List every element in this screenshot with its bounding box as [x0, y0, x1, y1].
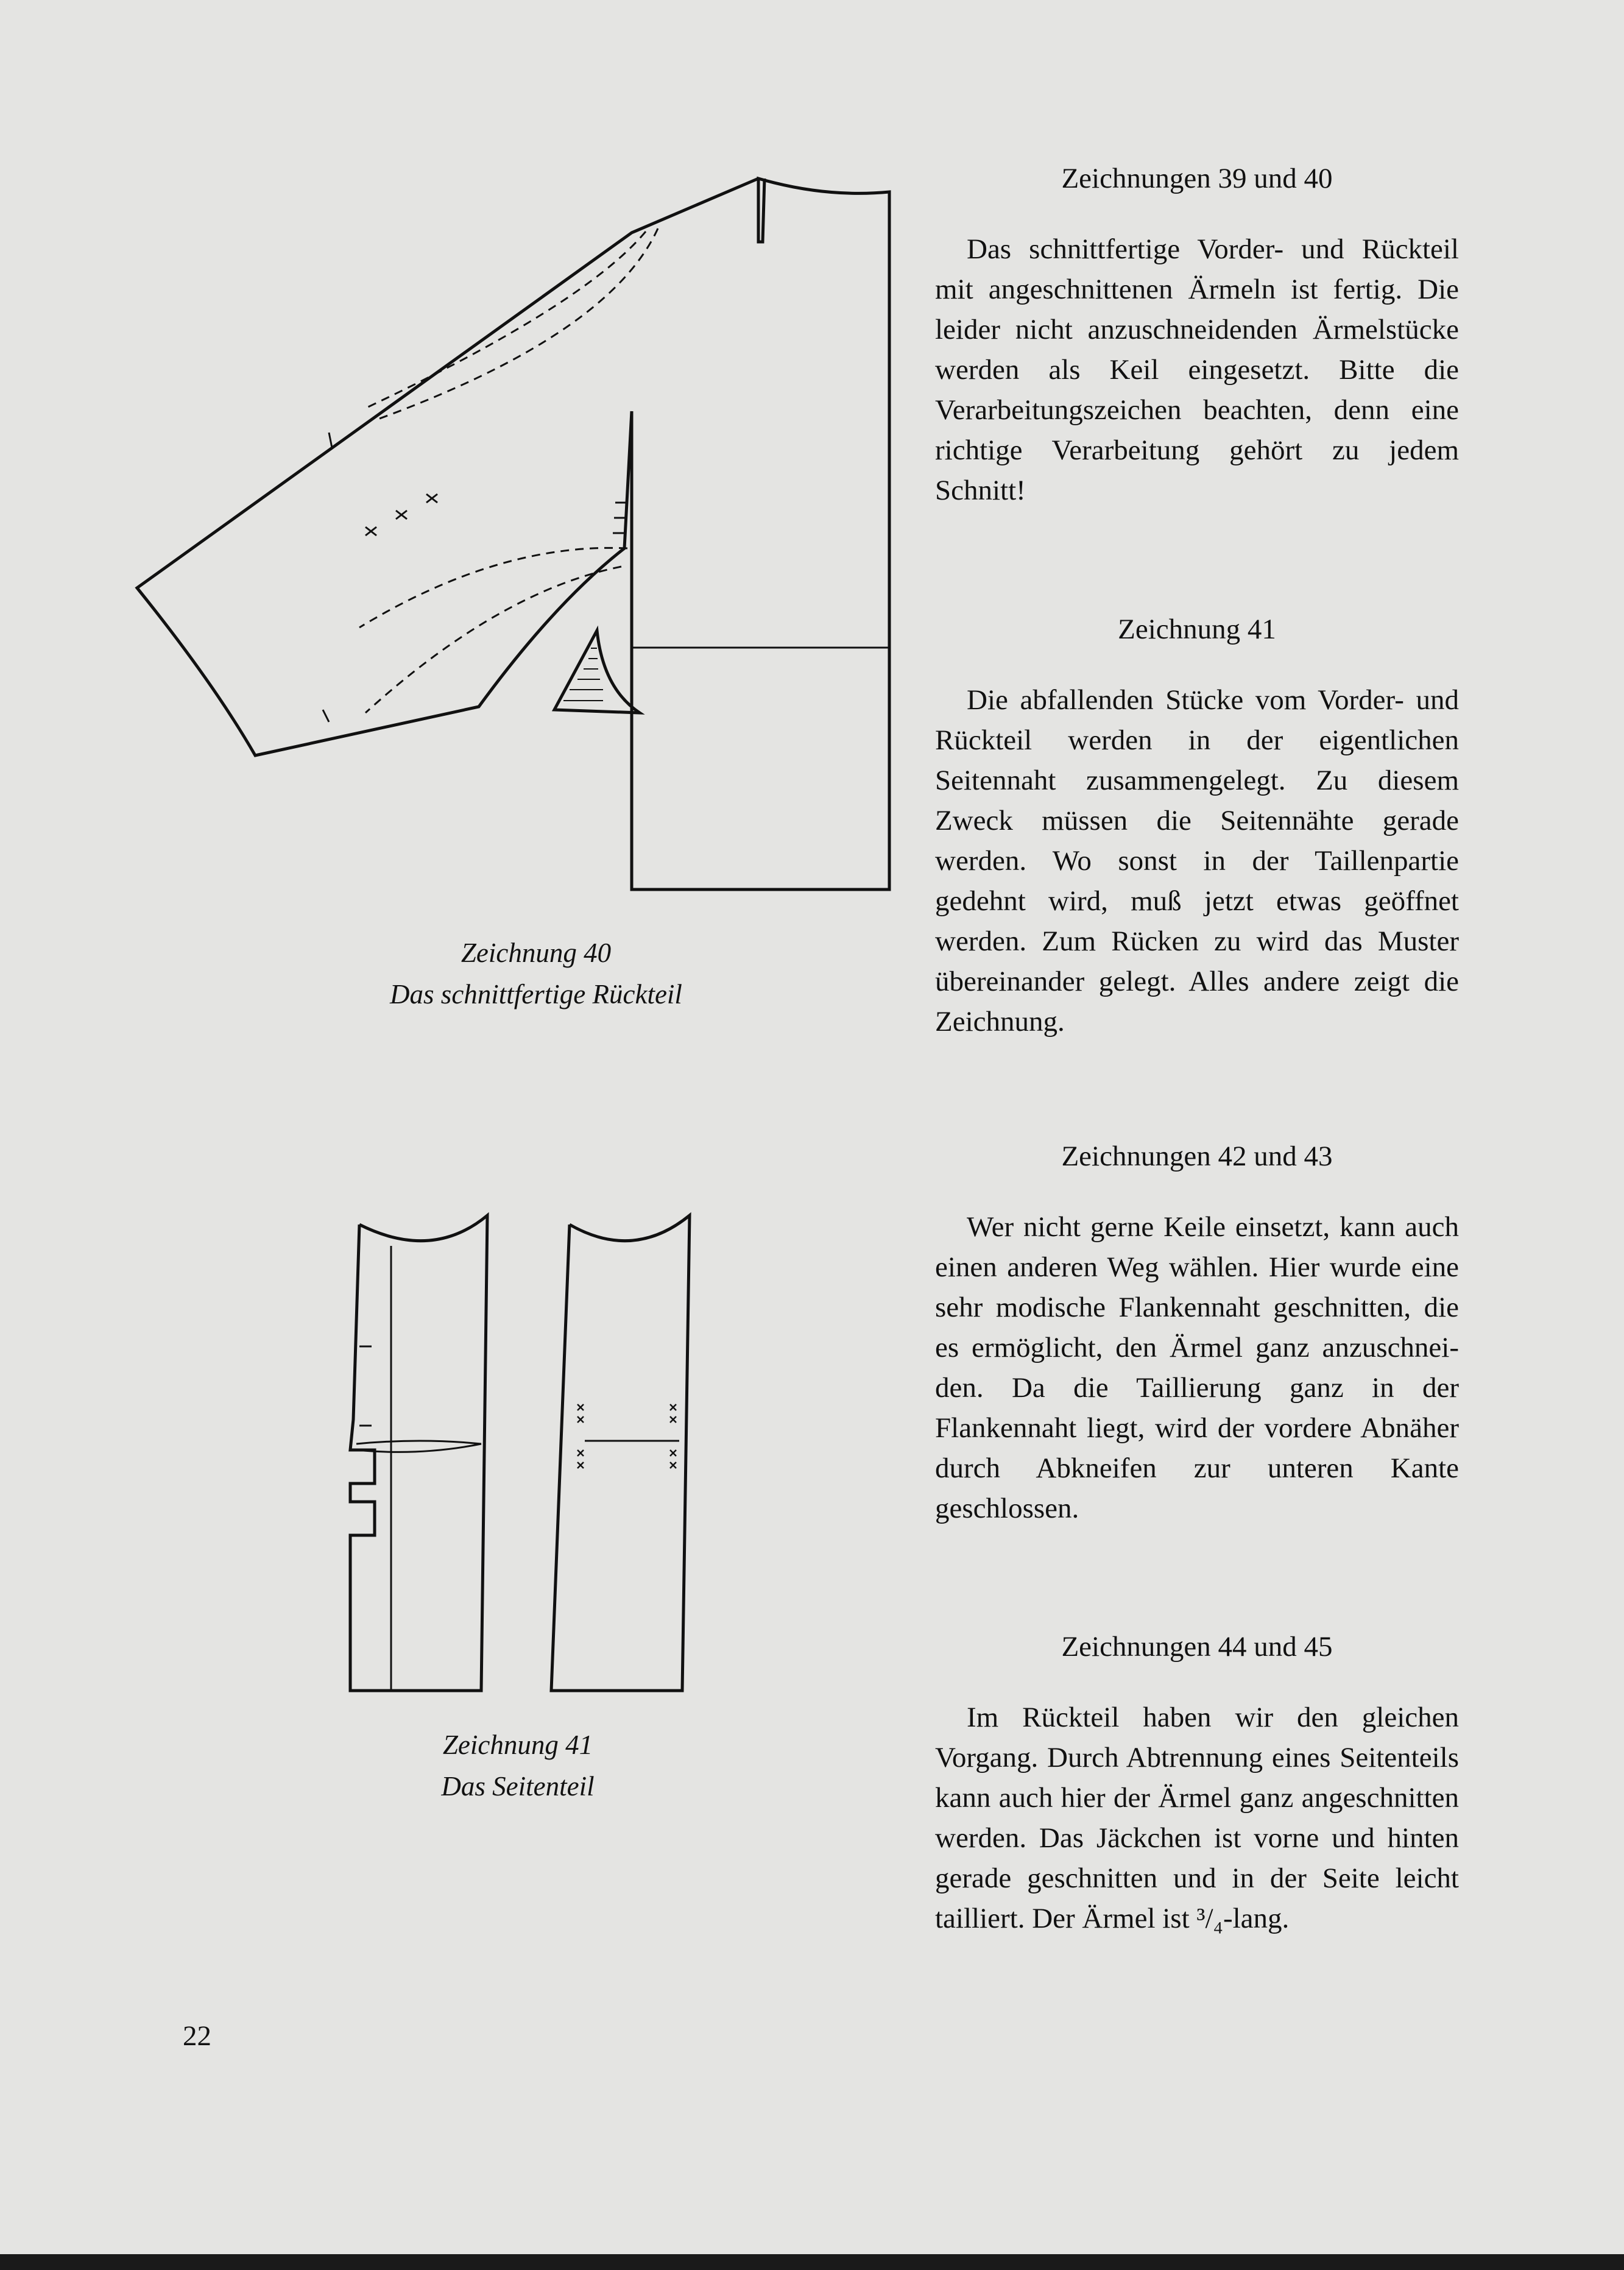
figure-41-caption-title: Das Seitenteil — [441, 1771, 595, 1802]
section-heading: Zeichnungen 44 und 45 — [1061, 1631, 1333, 1663]
figure-41-pattern-drawing — [341, 1194, 719, 1700]
section-heading: Zeichnungen 39 und 40 — [1061, 163, 1333, 194]
scan-border — [0, 2254, 1624, 2270]
page-number: 22 — [183, 2020, 211, 2052]
figure-40-caption-number: Zeichnung 40 — [461, 938, 612, 968]
figure-40-pattern-drawing — [122, 164, 908, 908]
section-39-40 — [935, 158, 1459, 511]
section-42-43 — [935, 1136, 1459, 1529]
section-heading: Zeichnung 41 — [1118, 613, 1276, 645]
section-44-45 — [935, 1627, 1459, 1939]
figure-40-caption — [341, 932, 731, 1015]
section-body: Das schnittfertige Vorder- und Rückteil mit angeschnittenen Ärmeln ist fertig. Die leider nicht anzuschneidenden Ärmelstücke werden als Keil eingesetzt. Bitte die Verarbeitungszeichen beachten, denn eine richtige Verarbeitung gehört zu jedem Schnitt! — [935, 233, 1459, 506]
section-body: Im Rückteil haben wir den gleichen Vorgang. Durch Abtrennung eines Seitenteils kann auch hier der Ärmel ganz angeschnitten werden. Das Jäckchen ist vorne und hinten gerade geschnitten und in der Seite leicht tailliert. Der Ärmel ist ³/₄-lang. — [935, 1702, 1459, 1934]
figure-41-caption — [365, 1724, 670, 1807]
figure-40-caption-title: Das schnittfertige Rückteil — [390, 979, 682, 1009]
section-body: Wer nicht gerne Keile einsetzt, kann auch einen anderen Weg wählen. Hier wurde eine sehr modische Flankennaht geschnitten, die es ermöglicht, den Ärmel ganz anzuschneiden. Da die Taillierung ganz in der Flankennaht liegt, wird der vordere Abnäher durch Abkneifen zur unteren Kante geschlossen. — [935, 1211, 1459, 1524]
section-41 — [935, 609, 1459, 1042]
figure-41-caption-number: Zeichnung 41 — [442, 1730, 593, 1760]
section-heading: Zeichnungen 42 und 43 — [1061, 1140, 1333, 1172]
section-body: Die abfallenden Stücke vom Vorder- und Rückteil werden in der eigentlichen Seitennaht zusammengelegt. Zu diesem Zweck müssen die Seitennähte gerade werden. Wo sonst in der Taillenpartie gedehnt wird, muß jetzt etwas geöffnet werden. Zum Rücken zu wird das Muster übereinander gelegt. Alles andere zeigt die Zeichnung. — [935, 684, 1459, 1038]
